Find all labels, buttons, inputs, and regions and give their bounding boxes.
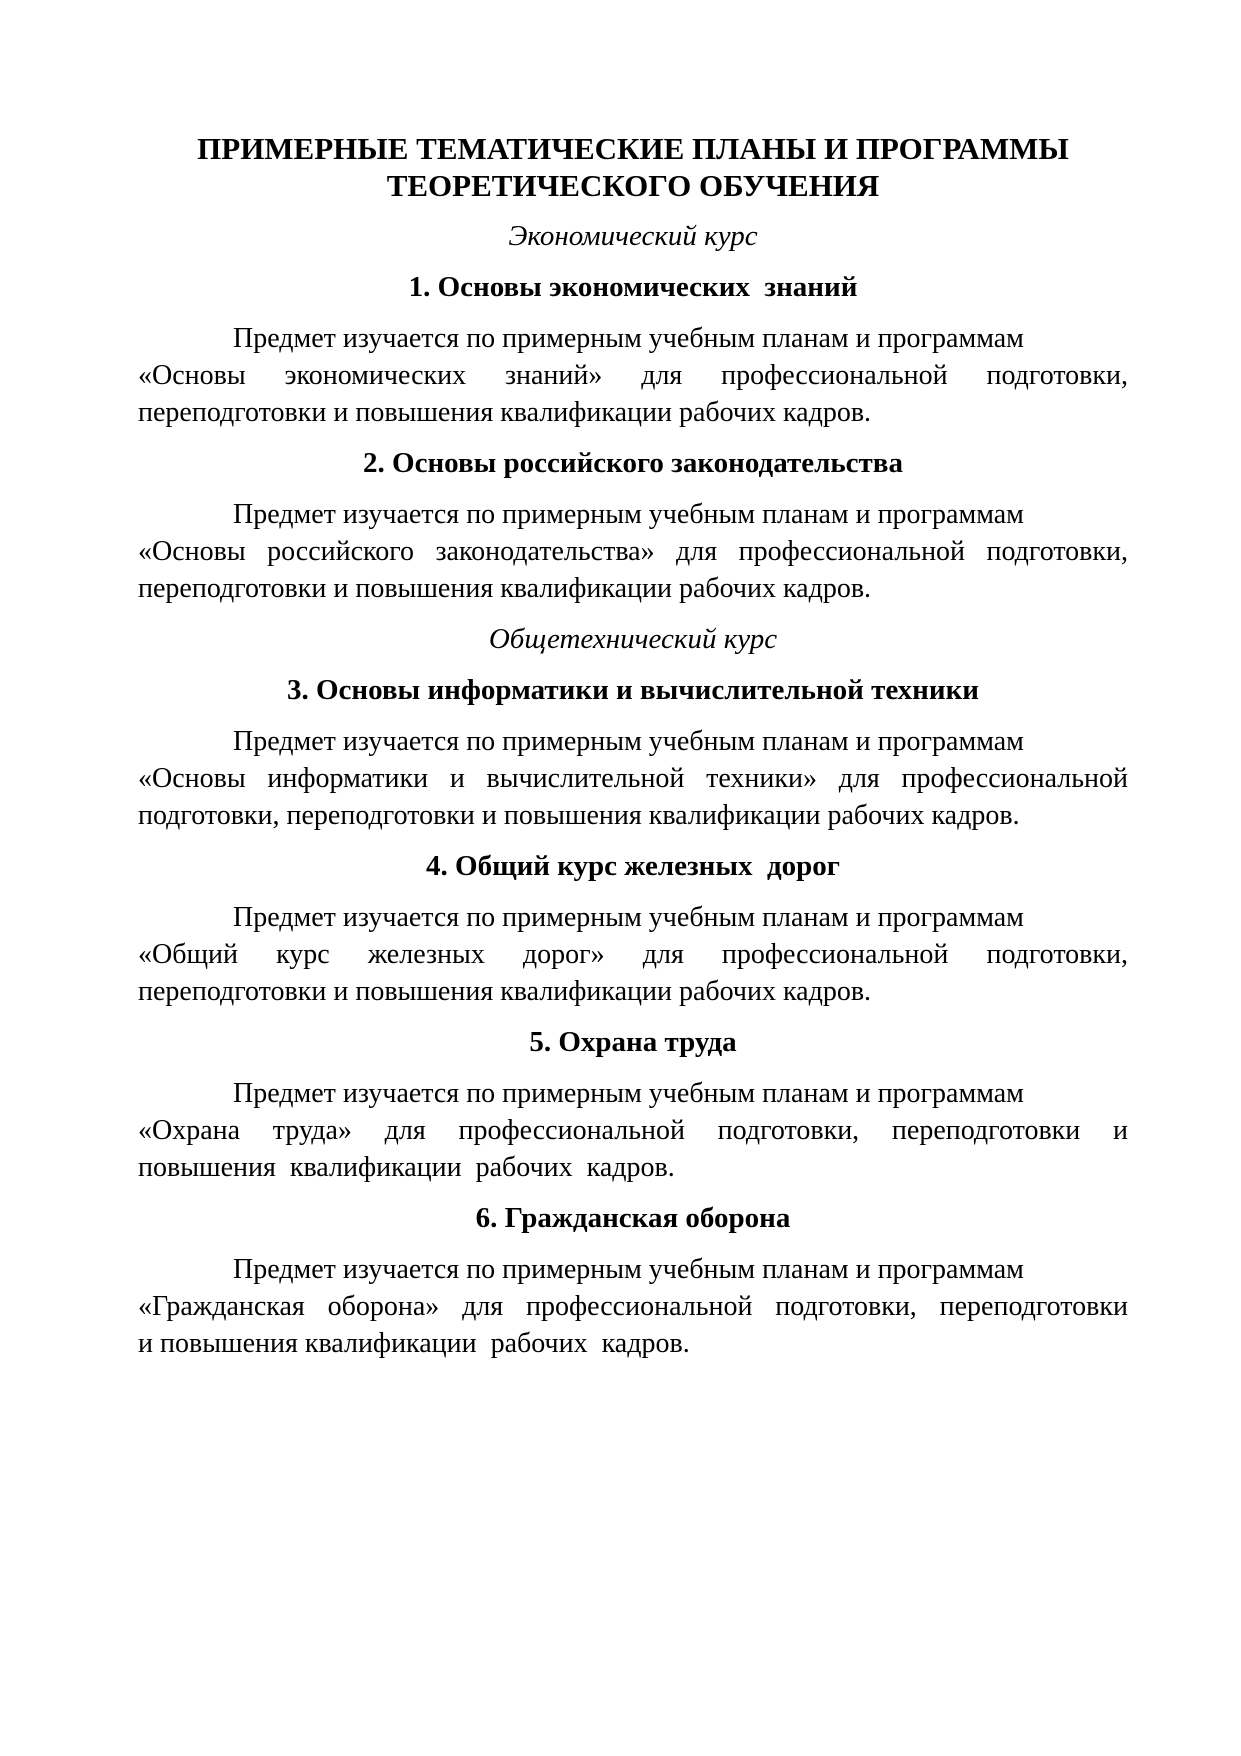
section-heading-3: 3. Основы информатики и вычислительной техники <box>286 674 979 706</box>
section-heading-5: 5. Охрана труда <box>529 1026 737 1058</box>
paragraph-line: переподготовки и повышения квалификации рабочих кадров. <box>138 976 872 1007</box>
paragraph-line: Предмет изучается по примерным учебным планам и программам <box>233 902 1024 933</box>
section-heading-2: 2. Основы российского законодательства <box>363 447 903 479</box>
section-paragraph-5 <box>138 1075 1128 1186</box>
paragraph-line: Предмет изучается по примерным учебным планам и программам <box>233 1254 1024 1285</box>
paragraph-line: и повышения квалификации рабочих кадров. <box>138 1328 690 1359</box>
document-title-line-1: ПРИМЕРНЫЕ ТЕМАТИЧЕСКИЕ ПЛАНЫ И ПРОГРАММЫ <box>197 131 1069 166</box>
paragraph-line: Предмет изучается по примерным учебным планам и программам <box>233 499 1024 530</box>
paragraph-line: «Основы информатики и вычислительной техники» для профессиональной <box>138 763 1128 794</box>
paragraph-line: «Основы экономических знаний» для профессиональной подготовки, <box>138 360 1128 391</box>
section-heading-4: 4. Общий курс железных дорог <box>426 850 840 882</box>
section-paragraph-1 <box>138 320 1128 431</box>
document-title <box>138 130 1128 204</box>
paragraph-line: «Гражданская оборона» для профессиональной подготовки, переподготовки <box>138 1291 1128 1322</box>
section-paragraph-4 <box>138 899 1128 1010</box>
section-heading-1: 1. Основы экономических знаний <box>408 271 858 303</box>
document-title-line-2: ТЕОРЕТИЧЕСКОГО ОБУЧЕНИЯ <box>386 168 880 203</box>
section-paragraph-3 <box>138 723 1128 834</box>
paragraph-line: повышения квалификации рабочих кадров. <box>138 1152 675 1183</box>
course-label-general-technical: Общетехнический курс <box>488 623 778 655</box>
paragraph-line: Предмет изучается по примерным учебным планам и программам <box>233 726 1024 757</box>
paragraph-line: «Общий курс железных дорог» для профессиональной подготовки, <box>138 939 1128 970</box>
course-label-economic: Экономический курс <box>508 220 758 252</box>
paragraph-line: подготовки, переподготовки и повышения квалификации рабочих кадров. <box>138 800 1020 831</box>
paragraph-line: «Основы российского законодательства» для профессиональной подготовки, <box>138 536 1128 567</box>
section-paragraph-2 <box>138 496 1128 607</box>
paragraph-line: переподготовки и повышения квалификации рабочих кадров. <box>138 397 872 428</box>
section-paragraph-6 <box>138 1251 1128 1362</box>
paragraph-line: Предмет изучается по примерным учебным планам и программам <box>233 323 1024 354</box>
section-heading-6: 6. Гражданская оборона <box>475 1202 791 1234</box>
paragraph-line: переподготовки и повышения квалификации рабочих кадров. <box>138 573 872 604</box>
paragraph-line: «Охрана труда» для профессиональной подготовки, переподготовки и <box>138 1115 1128 1146</box>
paragraph-line: Предмет изучается по примерным учебным планам и программам <box>233 1078 1024 1109</box>
